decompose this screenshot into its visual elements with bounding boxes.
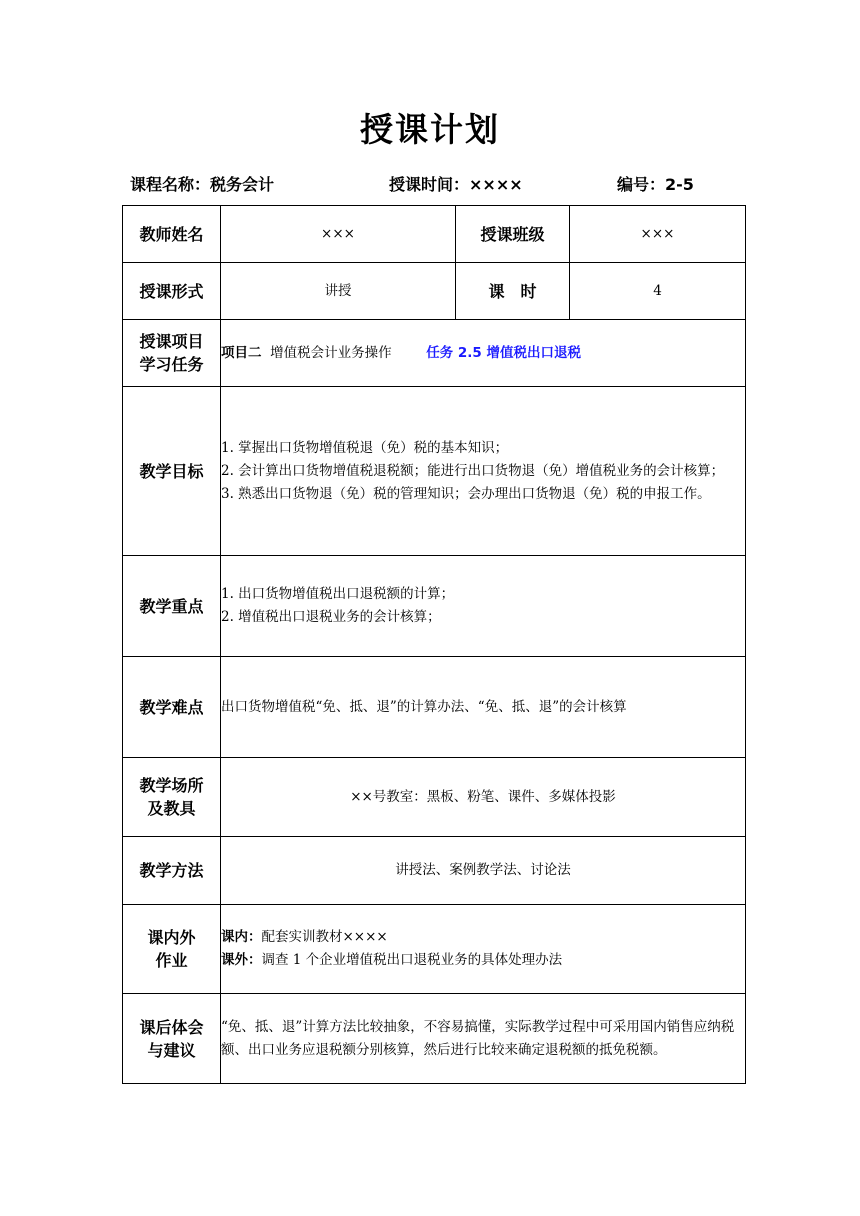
list-item: 3. 熟悉出口货物退（免）税的管理知识；会办理出口货物退（免）税的申报工作。 (221, 485, 711, 502)
course-name-label: 课程名称： (130, 175, 211, 194)
table-row (123, 263, 746, 320)
objectives-value (221, 387, 746, 556)
venue-label: 教学场所 及教具 (123, 758, 221, 837)
teacher-name-label: 教师姓名 (123, 206, 221, 263)
homework-value (221, 905, 746, 994)
homework-outside-value: 调查 1 个企业增值税出口退税业务的具体处理办法 (261, 952, 563, 968)
task-title: 任务 2.5 增值税出口退税 (426, 344, 582, 361)
key-points-label: 教学重点 (123, 556, 221, 657)
teaching-form-label: 授课形式 (123, 263, 221, 320)
homework-outside-label: 课外： (221, 952, 262, 968)
teaching-time-label: 授课时间： (389, 175, 470, 194)
project-task-label: 授课项目 学习任务 (123, 320, 221, 387)
teacher-name-value: ××× (221, 206, 456, 263)
document-number-field (617, 172, 694, 195)
homework-outside (221, 949, 745, 972)
homework-inside-value: 配套实训教材×××× (261, 929, 388, 945)
homework-inside (221, 926, 745, 949)
course-name-field (130, 172, 274, 195)
table-row (123, 758, 746, 837)
class-value: ××× (570, 206, 746, 263)
document-number-label: 编号： (617, 175, 666, 194)
list-item: 1. 掌握出口货物增值税退（免）税的基本知识； (221, 439, 509, 456)
table-row (123, 657, 746, 758)
lesson-plan-table (122, 205, 746, 1084)
key-points-value (221, 556, 746, 657)
table-row (123, 556, 746, 657)
difficulties-label: 教学难点 (123, 657, 221, 758)
teaching-time-field (389, 172, 523, 195)
methods-label: 教学方法 (123, 837, 221, 905)
list-item: 2. 增值税出口退税业务的会计核算； (221, 609, 441, 625)
class-label: 授课班级 (456, 206, 570, 263)
table-row (123, 837, 746, 905)
reflection-value: “免、抵、退”计算方法比较抽象，不容易搞懂，实际教学过程中可采用国内销售应纳税额、出口业务应退税额分别核算，然后进行比较来确定退税额的抵免税额。 (221, 994, 746, 1084)
difficulties-value: 出口货物增值税“免、抵、退”的计算办法、“免、抵、退”的会计核算 (221, 657, 746, 758)
reflection-label: 课后体会 与建议 (123, 994, 221, 1084)
project-title: 项目二 (221, 344, 262, 361)
project-task-value (221, 320, 746, 387)
teaching-form-value: 讲授 (221, 263, 456, 320)
project-name: 增值税会计业务操作 (270, 344, 392, 361)
page-title: 授课计划 (360, 110, 500, 149)
methods-value: 讲授法、案例教学法、讨论法 (221, 837, 746, 905)
table-row (123, 206, 746, 263)
venue-value: ××号教室：黑板、粉笔、课件、多媒体投影 (221, 758, 746, 837)
table-row (123, 320, 746, 387)
table-row (123, 905, 746, 994)
homework-label: 课内外 作业 (123, 905, 221, 994)
homework-inside-label: 课内： (221, 929, 262, 945)
list-item: 1. 出口货物增值税出口退税额的计算； (221, 586, 455, 602)
document-number-value: 2-5 (665, 175, 694, 194)
objectives-label: 教学目标 (123, 387, 221, 556)
class-hours-value: 4 (570, 263, 746, 320)
table-row (123, 387, 746, 556)
teaching-time-value: ×××× (469, 175, 523, 194)
table-row (123, 994, 746, 1084)
list-item: 2. 会计算出口货物增值税退税额；能进行出口货物退（免）增值税业务的会计核算； (221, 462, 725, 479)
course-name-value: 税务会计 (210, 175, 275, 194)
class-hours-label: 课 时 (456, 263, 570, 320)
